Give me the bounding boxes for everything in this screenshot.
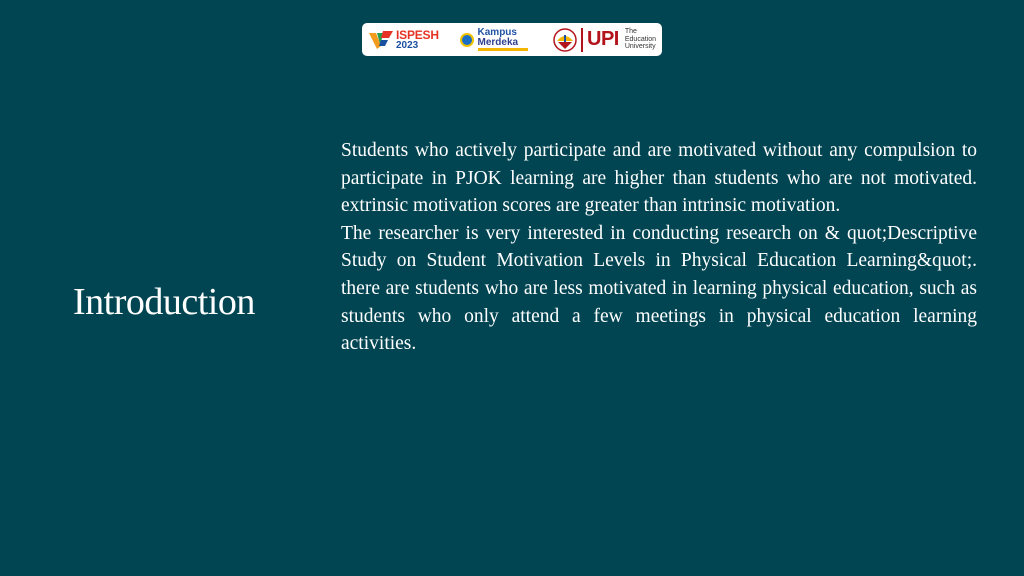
ispesh-name: ISPESH	[396, 27, 439, 42]
tut-wuri-handayani-icon	[460, 33, 474, 47]
kampus-merdeka-strip	[478, 48, 528, 51]
body-paragraph: Students who actively participate and are motivated without any compulsion to participate in PJOK learning are higher than students who are not motivated. extrinsic motivation scores are greater than intrinsic motivation.	[341, 140, 977, 217]
slide-body	[341, 137, 977, 358]
kampus-merdeka-logo	[460, 23, 552, 56]
upi-emblem-icon	[553, 28, 577, 52]
merdeka-label: Merdeka	[477, 36, 519, 48]
kampus-label: Kampus	[477, 27, 517, 38]
upi-sub-line-3: University	[624, 43, 656, 51]
upi-sub-line-2: Education	[624, 35, 656, 43]
logo-bar	[362, 23, 662, 56]
body-paragraph: The researcher is very interested in conducting research on & quot;Descriptive Study on Student Motivation Levels in Physical Education Learning&quot;. there are students who are less motivated in learning physical education, such as students who only attend a few meetings in physical education learning activities.	[341, 222, 977, 355]
ispesh-logo	[368, 23, 456, 56]
upi-wordmark: UPI	[587, 28, 619, 50]
ispesh-year: 2023	[396, 39, 419, 51]
upi-logo	[551, 23, 656, 56]
ispesh-mark-icon	[368, 29, 394, 51]
upi-sub-line-1: The	[624, 28, 637, 36]
slide-title: Introduction	[73, 281, 255, 323]
